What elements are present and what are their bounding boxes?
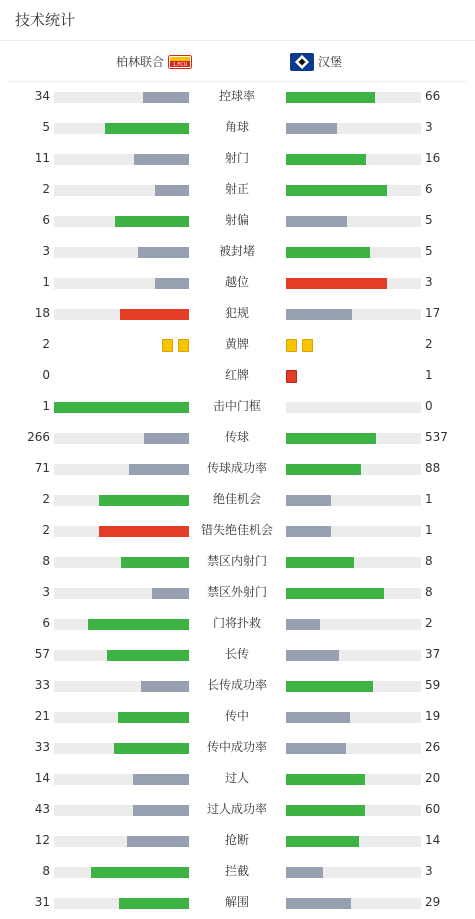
home-bar-track <box>54 805 189 816</box>
stat-row <box>0 671 475 702</box>
stat-row <box>0 640 475 671</box>
stat-row <box>0 578 475 609</box>
stat-row <box>0 82 475 113</box>
home-bar-track <box>54 867 189 878</box>
away-value: 14 <box>425 833 441 847</box>
away-bar-track <box>286 681 421 692</box>
home-bar-track <box>54 247 189 258</box>
stat-label: 越位 <box>224 275 249 289</box>
away-bar-fill <box>286 309 352 320</box>
away-value: 26 <box>425 740 441 754</box>
away-value: 2 <box>425 616 433 630</box>
stat-row <box>0 857 475 888</box>
home-value: 5 <box>42 120 50 134</box>
home-bar-fill <box>152 588 189 599</box>
home-value: 8 <box>42 554 50 568</box>
stat-label: 传中成功率 <box>206 740 267 754</box>
away-value: 60 <box>425 802 441 816</box>
yellow-card-icon <box>162 339 173 352</box>
stat-label: 过人成功率 <box>206 802 267 816</box>
home-bar-fill <box>114 743 189 754</box>
stat-label: 射偏 <box>224 213 249 227</box>
stat-label: 门将扑救 <box>212 616 261 630</box>
home-value: 2 <box>42 337 50 351</box>
stat-label: 长传 <box>224 647 249 661</box>
home-bar-fill <box>119 898 189 909</box>
home-bar-track <box>54 743 189 754</box>
away-value: 0 <box>425 399 433 413</box>
home-bar-track <box>54 464 189 475</box>
away-bar-track <box>286 309 421 320</box>
away-bar-track <box>286 588 421 599</box>
away-bar-fill <box>286 743 346 754</box>
away-bar-track <box>286 185 421 196</box>
away-bar-track <box>286 743 421 754</box>
stat-label: 拦截 <box>224 864 249 878</box>
home-bar-track <box>54 898 189 909</box>
red-card-icon <box>286 370 297 383</box>
home-value: 3 <box>42 585 50 599</box>
away-bar-track <box>286 712 421 723</box>
home-value: 57 <box>34 647 50 661</box>
home-bar-track <box>54 774 189 785</box>
home-bar-track <box>54 681 189 692</box>
stat-row <box>0 547 475 578</box>
away-bar-track <box>286 495 421 506</box>
stat-label: 传球成功率 <box>206 461 267 475</box>
stat-label: 抢断 <box>224 833 249 847</box>
stat-row <box>0 175 475 206</box>
home-bar-track <box>54 619 189 630</box>
away-bar-track <box>286 836 421 847</box>
stat-row <box>0 764 475 795</box>
away-bar-fill <box>286 247 370 258</box>
away-bar-fill <box>286 216 347 227</box>
home-value: 2 <box>42 492 50 506</box>
teams-header <box>8 42 466 82</box>
home-bar-fill <box>91 867 189 878</box>
home-value: 14 <box>34 771 50 785</box>
home-bar-fill <box>115 216 189 227</box>
stat-row <box>0 144 475 175</box>
home-bar-track <box>54 495 189 506</box>
home-value: 8 <box>42 864 50 878</box>
stat-row <box>0 299 475 330</box>
home-value: 18 <box>34 306 50 320</box>
away-bar-track <box>286 805 421 816</box>
away-value: 8 <box>425 585 433 599</box>
home-value: 1 <box>42 399 50 413</box>
home-bar-track <box>54 836 189 847</box>
away-bar-track <box>286 557 421 568</box>
stat-row <box>0 702 475 733</box>
home-bar-track <box>54 185 189 196</box>
stat-label: 角球 <box>224 120 249 134</box>
home-bar-track <box>54 588 189 599</box>
home-bar-track <box>54 712 189 723</box>
home-value: 3 <box>42 244 50 258</box>
stat-label: 射正 <box>224 182 249 196</box>
home-bar-fill <box>144 433 189 444</box>
home-bar-track <box>54 216 189 227</box>
home-bar-fill <box>120 309 189 320</box>
away-bar-track <box>286 402 421 413</box>
away-value: 3 <box>425 864 433 878</box>
away-cards <box>286 370 297 383</box>
home-bar-track <box>54 433 189 444</box>
away-bar-fill <box>286 867 323 878</box>
home-bar-fill <box>105 123 189 134</box>
home-value: 43 <box>34 802 50 816</box>
stat-label: 犯规 <box>224 306 249 320</box>
away-value: 16 <box>425 151 441 165</box>
away-bar-track <box>286 247 421 258</box>
home-value: 1 <box>42 275 50 289</box>
away-value: 3 <box>425 275 433 289</box>
stat-label: 长传成功率 <box>206 678 267 692</box>
home-bar-track <box>54 402 189 413</box>
home-value: 6 <box>42 213 50 227</box>
home-bar-fill <box>141 681 189 692</box>
stat-row <box>0 485 475 516</box>
home-bar-fill <box>133 774 189 785</box>
home-value: 33 <box>34 678 50 692</box>
stat-row <box>0 826 475 857</box>
away-bar-fill <box>286 774 365 785</box>
home-bar-fill <box>133 805 189 816</box>
home-value: 71 <box>34 461 50 475</box>
away-bar-track <box>286 92 421 103</box>
away-bar-fill <box>286 92 375 103</box>
stat-label: 解围 <box>224 895 249 909</box>
away-bar-track <box>286 464 421 475</box>
home-bar-fill <box>127 836 189 847</box>
away-bar-fill <box>286 526 331 537</box>
home-value: 21 <box>34 709 50 723</box>
away-value: 5 <box>425 244 433 258</box>
away-bar-fill <box>286 557 354 568</box>
away-team-name: 汉堡 <box>318 55 343 69</box>
home-bar-fill <box>118 712 189 723</box>
home-cards <box>162 339 189 352</box>
home-bar-fill <box>121 557 189 568</box>
stat-row <box>0 609 475 640</box>
home-team[interactable] <box>116 53 192 71</box>
home-value: 33 <box>34 740 50 754</box>
away-cards <box>286 339 313 352</box>
away-bar-fill <box>286 805 365 816</box>
away-value: 17 <box>425 306 441 320</box>
stat-row <box>0 113 475 144</box>
home-value: 12 <box>34 833 50 847</box>
stat-label: 绝佳机会 <box>212 492 261 506</box>
home-value: 31 <box>34 895 50 909</box>
away-team[interactable] <box>290 53 342 71</box>
home-value: 11 <box>34 151 50 165</box>
home-value: 266 <box>27 430 50 444</box>
stat-row <box>0 237 475 268</box>
home-bar-fill <box>155 278 189 289</box>
home-bar-fill <box>99 526 189 537</box>
away-bar-track <box>286 774 421 785</box>
home-bar-fill <box>99 495 189 506</box>
home-value: 0 <box>42 368 50 382</box>
stat-label: 射门 <box>224 151 249 165</box>
stat-row <box>0 392 475 423</box>
stat-label: 黄牌 <box>224 337 249 351</box>
home-bar-fill <box>54 402 189 413</box>
away-value: 8 <box>425 554 433 568</box>
stat-label: 被封堵 <box>218 244 255 258</box>
away-bar-track <box>286 650 421 661</box>
home-value: 34 <box>34 89 50 103</box>
away-bar-track <box>286 216 421 227</box>
away-value: 5 <box>425 213 433 227</box>
home-bar-fill <box>107 650 189 661</box>
stat-row <box>0 795 475 826</box>
away-value: 59 <box>425 678 441 692</box>
away-bar-fill <box>286 495 331 506</box>
home-value: 6 <box>42 616 50 630</box>
away-bar-fill <box>286 836 359 847</box>
home-bar-fill <box>129 464 189 475</box>
stat-label: 红牌 <box>224 368 249 382</box>
stat-row <box>0 361 475 392</box>
home-bar-track <box>54 92 189 103</box>
away-bar-fill <box>286 154 366 165</box>
home-bar-fill <box>143 92 189 103</box>
hamburger-sv-logo-icon <box>290 53 314 71</box>
away-bar-track <box>286 433 421 444</box>
home-bar-track <box>54 154 189 165</box>
away-value: 537 <box>425 430 448 444</box>
home-value: 2 <box>42 182 50 196</box>
away-bar-fill <box>286 185 387 196</box>
stat-label: 过人 <box>224 771 249 785</box>
stat-label: 禁区外射门 <box>206 585 267 599</box>
home-bar-track <box>54 123 189 134</box>
away-bar-fill <box>286 712 350 723</box>
stat-row <box>0 888 475 919</box>
stat-row <box>0 516 475 547</box>
away-bar-fill <box>286 650 339 661</box>
stat-label: 控球率 <box>218 89 255 103</box>
stat-label: 传中 <box>224 709 249 723</box>
union-berlin-logo-icon <box>168 55 192 69</box>
away-bar-track <box>286 154 421 165</box>
header <box>0 0 475 41</box>
stat-row <box>0 733 475 764</box>
away-bar-fill <box>286 433 376 444</box>
away-bar-fill <box>286 123 337 134</box>
away-bar-track <box>286 526 421 537</box>
away-value: 2 <box>425 337 433 351</box>
stat-label: 错失绝佳机会 <box>200 523 273 537</box>
home-value: 2 <box>42 523 50 537</box>
stat-label: 传球 <box>224 430 249 444</box>
away-bar-fill <box>286 898 351 909</box>
home-bar-fill <box>138 247 189 258</box>
stat-row <box>0 423 475 454</box>
stat-row <box>0 454 475 485</box>
away-bar-fill <box>286 619 320 630</box>
away-value: 37 <box>425 647 441 661</box>
away-value: 19 <box>425 709 441 723</box>
away-bar-track <box>286 898 421 909</box>
away-value: 88 <box>425 461 441 475</box>
stats-list <box>0 82 475 919</box>
away-bar-fill <box>286 278 387 289</box>
stat-row <box>0 268 475 299</box>
home-bar-fill <box>88 619 189 630</box>
stat-row <box>0 206 475 237</box>
away-value: 6 <box>425 182 433 196</box>
page-title: 技术统计 <box>15 11 76 29</box>
home-team-name: 柏林联合 <box>115 55 164 69</box>
away-value: 29 <box>425 895 441 909</box>
away-bar-fill <box>286 588 384 599</box>
away-bar-track <box>286 867 421 878</box>
home-bar-track <box>54 526 189 537</box>
away-value: 66 <box>425 89 441 103</box>
home-bar-track <box>54 650 189 661</box>
home-bar-track <box>54 557 189 568</box>
away-value: 1 <box>425 368 433 382</box>
home-bar-fill <box>155 185 189 196</box>
home-bar-track <box>54 278 189 289</box>
away-bar-track <box>286 278 421 289</box>
away-value: 1 <box>425 492 433 506</box>
away-bar-track <box>286 123 421 134</box>
away-value: 3 <box>425 120 433 134</box>
home-bar-fill <box>134 154 189 165</box>
away-value: 20 <box>425 771 441 785</box>
yellow-card-icon <box>302 339 313 352</box>
stat-label: 禁区内射门 <box>206 554 267 568</box>
home-bar-track <box>54 309 189 320</box>
stat-label: 击中门框 <box>212 399 261 413</box>
yellow-card-icon <box>178 339 189 352</box>
away-value: 1 <box>425 523 433 537</box>
svg-text:1.FCU: 1.FCU <box>172 61 188 68</box>
away-bar-fill <box>286 464 361 475</box>
yellow-card-icon <box>286 339 297 352</box>
stat-row <box>0 330 475 361</box>
away-bar-track <box>286 619 421 630</box>
away-bar-fill <box>286 681 373 692</box>
